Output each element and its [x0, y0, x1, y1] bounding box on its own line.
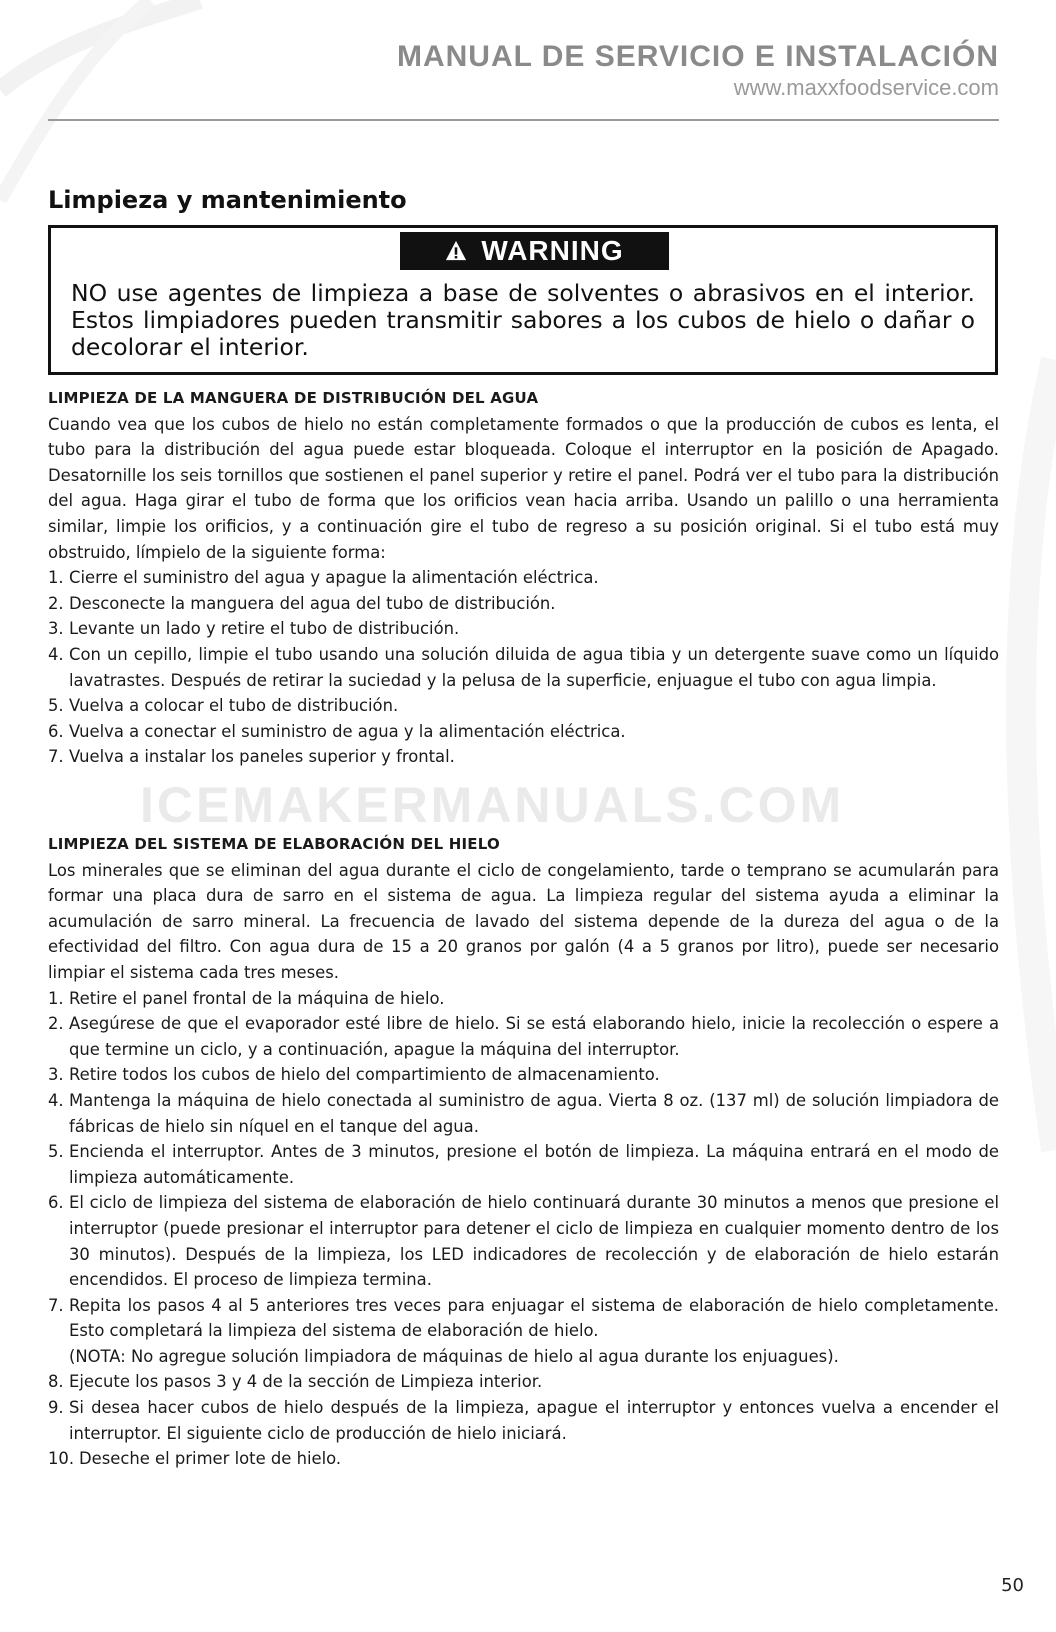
manual-title: MANUAL DE SERVICIO E INSTALACIÓN [396, 40, 999, 73]
step-text: El ciclo de limpieza del sistema de elaboración de hielo continuará durante 30 minutos a menos que presione el interruptor (puede presionar el interruptor para detener el ciclo de limpieza en cualquier momento dentro de los 30 minutos). Después de la limpieza, los LED indicadores de recolección y de elaboración de hielo estarán encendidos. El proceso de limpieza termina. [69, 1193, 999, 1290]
step-text: Vuelva a colocar el tubo de distribución. [69, 696, 399, 716]
step-text: Retire el panel frontal de la máquina de hielo. [69, 988, 445, 1008]
list-item [48, 565, 999, 591]
list-item [48, 1062, 999, 1088]
header-divider [48, 119, 999, 121]
step-text: Cierre el suministro del agua y apague la alimentación eléctrica. [69, 568, 599, 588]
list-item [48, 616, 999, 642]
list-item [48, 744, 999, 770]
section-title: Limpieza y mantenimiento [48, 186, 407, 214]
step-number: 2. [48, 1014, 64, 1034]
section1-steps [48, 565, 999, 770]
step-text: Retire todos los cubos de hielo del compartimiento de almacenamiento. [69, 1065, 660, 1085]
step-number: 5. [48, 1142, 64, 1162]
step-text: Vuelva a instalar los paneles superior y frontal. [69, 747, 455, 767]
step-number: 8. [48, 1372, 64, 1392]
step-note: (NOTA: No agregue solución limpiadora de máquinas de hielo al agua durante los enjuagues). [69, 1346, 839, 1366]
step-number: 3. [48, 619, 64, 639]
step-number: 1. [48, 988, 64, 1008]
page-header [48, 40, 999, 102]
list-item [48, 1293, 999, 1370]
section1-heading: LIMPIEZA DE LA MANGUERA DE DISTRIBUCIÓN DEL AGUA [48, 389, 539, 407]
website-url: www.maxxfoodservice.com [733, 75, 999, 100]
step-number: 4. [48, 1090, 64, 1110]
step-number: 9. [48, 1398, 64, 1418]
list-item [48, 642, 999, 693]
warning-text: NO use agentes de limpieza a base de solventes o abrasivos en el interior. Estos limpiadores pueden transmitir sabores a los cubos de hielo o dañar o decolorar el interior. [71, 279, 975, 361]
list-item [48, 1011, 999, 1062]
step-number: 7. [48, 1295, 64, 1315]
section-ice-system [48, 832, 999, 1472]
step-number: 4. [48, 644, 64, 664]
step-text: Mantenga la máquina de hielo conectada al suministro de agua. Vierta 8 oz. (137 ml) de solución limpiadora de fábricas de hielo sin níquel en el tanque del agua. [69, 1090, 999, 1136]
step-text: Asegúrese de que el evaporador esté libre de hielo. Si se está elaborando hielo, inicie la recolección o espere a que termine un ciclo, y a continuación, apague la máquina del interruptor. [69, 1014, 999, 1059]
step-number: 3. [48, 1065, 64, 1085]
page-number: 50 [1001, 1575, 1024, 1596]
list-item [48, 719, 999, 745]
list-item [48, 591, 999, 617]
list-item [48, 1088, 999, 1139]
step-text: Con un cepillo, limpie el tubo usando una solución diluida de agua tibia y un detergente suave como un líquido lavatrastes. Después de retirar la suciedad y la pelusa de la superficie, enjuague el tubo con agua limpia. [69, 644, 999, 690]
step-number: 6. [48, 1193, 64, 1213]
step-text: Levante un lado y retire el tubo de distribución. [69, 619, 460, 639]
warning-label-text: WARNING [481, 235, 624, 266]
warning-triangle-icon [445, 240, 467, 262]
step-number: 7. [48, 747, 64, 767]
section1-intro: Cuando vea que los cubos de hielo no están completamente formados o que la producción de cubos es lenta, el tubo para la distribución del agua puede estar bloqueada. Coloque el interruptor en la posición de Apagado. Desatornille los seis tornillos que sostienen el panel superior y retire el panel. Podrá ver el tubo para la distribución del agua. Haga girar el tubo de forma que los orificios vean hacia arriba. Usando un palillo o una herramienta similar, limpie los orificios, y a continuación gire el tubo de regreso a su posición original. Si el tubo está muy obstruido, límpielo de la siguiente forma: [48, 414, 999, 562]
step-number: 6. [48, 721, 64, 741]
list-item [48, 1139, 999, 1190]
section-water-hose [48, 386, 999, 770]
step-number: 10. [48, 1449, 75, 1469]
list-item [48, 693, 999, 719]
step-text: Si desea hacer cubos de hielo después de la limpieza, apague el interruptor y entonces vuelva a encender el interruptor. El siguiente ciclo de producción de hielo iniciará. [69, 1398, 999, 1443]
step-text: Desconecte la manguera del agua del tubo de distribución. [69, 593, 556, 613]
step-number: 5. [48, 696, 64, 716]
list-item [48, 1446, 999, 1472]
list-item [48, 1369, 999, 1395]
list-item [48, 1190, 999, 1292]
watermark: ICEMAKERMANUALS.COM [140, 777, 845, 833]
step-text: Deseche el primer lote de hielo. [79, 1449, 342, 1469]
section2-intro: Los minerales que se eliminan del agua durante el ciclo de congelamiento, tarde o temprano se acumularán para formar una placa dura de sarro en el sistema de agua. La limpieza regular del sistema ayuda a eliminar la acumulación de sarro mineral. La frecuencia de lavado del sistema depende de la dureza del agua o de la efectividad del filtro. Con agua dura de 15 a 20 granos por galón (4 a 5 granos por litro), puede ser necesario limpiar el sistema cada tres meses. [48, 860, 999, 982]
list-item [48, 986, 999, 1012]
list-item [48, 1395, 999, 1446]
warning-box [48, 225, 998, 375]
step-number: 2. [48, 593, 64, 613]
warning-label [400, 232, 669, 270]
step-text: Ejecute los pasos 3 y 4 de la sección de Limpieza interior. [69, 1372, 543, 1392]
step-text: Vuelva a conectar el suministro de agua y la alimentación eléctrica. [69, 721, 626, 741]
step-text: Repita los pasos 4 al 5 anteriores tres veces para enjuagar el sistema de elaboración de hielo completamente. Esto completará la limpieza del sistema de elaboración de hielo. [69, 1295, 999, 1341]
section2-steps [48, 986, 999, 1472]
section2-heading: LIMPIEZA DEL SISTEMA DE ELABORACIÓN DEL HIELO [48, 835, 500, 853]
step-number: 1. [48, 568, 64, 588]
step-text: Encienda el interruptor. Antes de 3 minutos, presione el botón de limpieza. La máquina entrará en el modo de limpieza automáticamente. [69, 1142, 999, 1187]
